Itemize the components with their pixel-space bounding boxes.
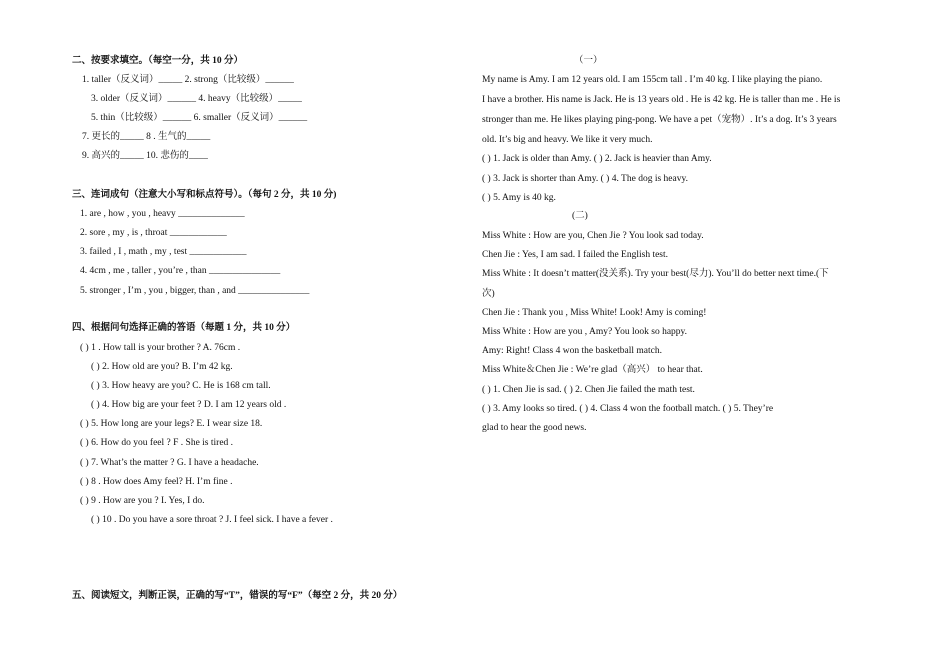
p1-question-row-3: ( ) 5. Amy is 40 kg. [482, 193, 556, 203]
sec4-line-1: ( ) 1 . How tall is your brother ? A. 76cm . [80, 343, 241, 353]
sec2-line-1: 1. taller（反义词）_____ 2. strong（比较级）______ [82, 75, 294, 85]
p2-question-row-3: glad to hear the good news. [482, 423, 587, 433]
section-5-title: 五、阅读短文，判断正误，正确的写“T”，错误的写“F”（每空 2 分，共 20 分） [72, 591, 403, 601]
passage-1-line-1: My name is Amy. I am 12 years old. I am 155cm tall . I’m 40 kg. I like playing the piano. [482, 75, 823, 85]
section-2-title: 二、按要求填空。（每空一分，共 10 分） [72, 56, 244, 66]
sec2-line-4: 7. 更长的_____ 8 . 生气的_____ [82, 132, 211, 142]
dialogue-line-6: Amy: Right! Class 4 won the basketball match. [482, 346, 662, 356]
sec4-line-6: ( ) 6. How do you feel ? F . She is tired . [80, 438, 234, 448]
sec4-line-10: ( ) 10 . Do you have a sore throat ? J. I feel sick. I have a fever . [91, 515, 333, 525]
passage-1-line-2: I have a brother. His name is Jack. He is 13 years old . He is 42 kg. He is taller than me . He is [482, 95, 841, 105]
section-3-title: 三、连词成句（注意大小写和标点符号）。（每句 2 分，共 10 分) [72, 190, 337, 200]
p2-question-row-2: ( ) 3. Amy looks so tired. ( ) 4. Class 4 won the football match. ( ) 5. They’re [482, 404, 774, 414]
p1-question-row-1: ( ) 1. Jack is older than Amy. ( ) 2. Jack is heavier than Amy. [482, 154, 712, 164]
sec4-line-4: ( ) 4. How big are your feet ? D. I am 12 years old . [91, 400, 287, 410]
sec3-line-3: 3. failed , I , math , my , test ____________ [80, 247, 247, 257]
sec4-line-2: ( ) 2. How old are you? B. I’m 42 kg. [91, 362, 233, 372]
sec2-line-3: 5. thin（比较级）______ 6. smaller（反义词）______ [91, 113, 308, 123]
passage-1-line-3: stronger than me. He likes playing ping-pong. We have a pet（宠物）. It’s a dog. It’s 3 years [482, 115, 837, 125]
dialogue-line-5: Miss White : How are you , Amy? You look so happy. [482, 327, 688, 337]
sec4-line-5: ( ) 5. How long are your legs? E. I wear size 18. [80, 419, 263, 429]
passage-2-heading: (二) [572, 211, 588, 221]
sec3-line-2: 2. sore , my , is , throat ____________ [80, 228, 227, 238]
sec2-line-2: 3. older（反义词）______ 4. heavy（比较级）_____ [91, 94, 302, 104]
sec4-line-7: ( ) 7. What’s the matter ? G. I have a headache. [80, 458, 259, 468]
sec3-line-5: 5. stronger , I’m , you , bigger, than , and _______________ [80, 286, 310, 296]
dialogue-line-4: Chen Jie : Thank you , Miss White! Look! Amy is coming! [482, 308, 707, 318]
dialogue-line-7: Miss White＆Chen Jie : We’re glad（高兴） to hear that. [482, 365, 703, 375]
passage-1-line-4: old. It’s big and heavy. We like it very much. [482, 135, 653, 145]
dialogue-line-3: Miss White : It doesn’t matter(没关系). Try your best(尽力). You’ll do better next time.(下 [482, 269, 829, 279]
sec3-line-1: 1. are , how , you , heavy ______________ [80, 209, 245, 219]
p1-question-row-2: ( ) 3. Jack is shorter than Amy. ( ) 4. The dog is heavy. [482, 174, 688, 184]
passage-1-heading: （一） [574, 56, 603, 66]
dialogue-line-1: Miss White : How are you, Chen Jie ? You look sad today. [482, 231, 704, 241]
sec4-line-3: ( ) 3. How heavy are you? C. He is 168 cm tall. [91, 381, 271, 391]
sec3-line-4: 4. 4cm , me , taller , you’re , than _______________ [80, 266, 281, 276]
sec4-line-8: ( ) 8 . How does Amy feel? H. I’m fine . [80, 477, 233, 487]
section-4-title: 四、根据问句选择正确的答语（每题 1 分，共 10 分） [72, 323, 296, 333]
sec2-line-5: 9. 高兴的_____ 10. 悲伤的____ [82, 151, 208, 161]
sec4-line-9: ( ) 9 . How are you ? I. Yes, I do. [80, 496, 205, 506]
p2-question-row-1: ( ) 1. Chen Jie is sad. ( ) 2. Chen Jie failed the math test. [482, 385, 695, 395]
dialogue-line-3-wrap: 次) [482, 289, 495, 299]
dialogue-line-2: Chen Jie : Yes, I am sad. I failed the English test. [482, 250, 669, 260]
